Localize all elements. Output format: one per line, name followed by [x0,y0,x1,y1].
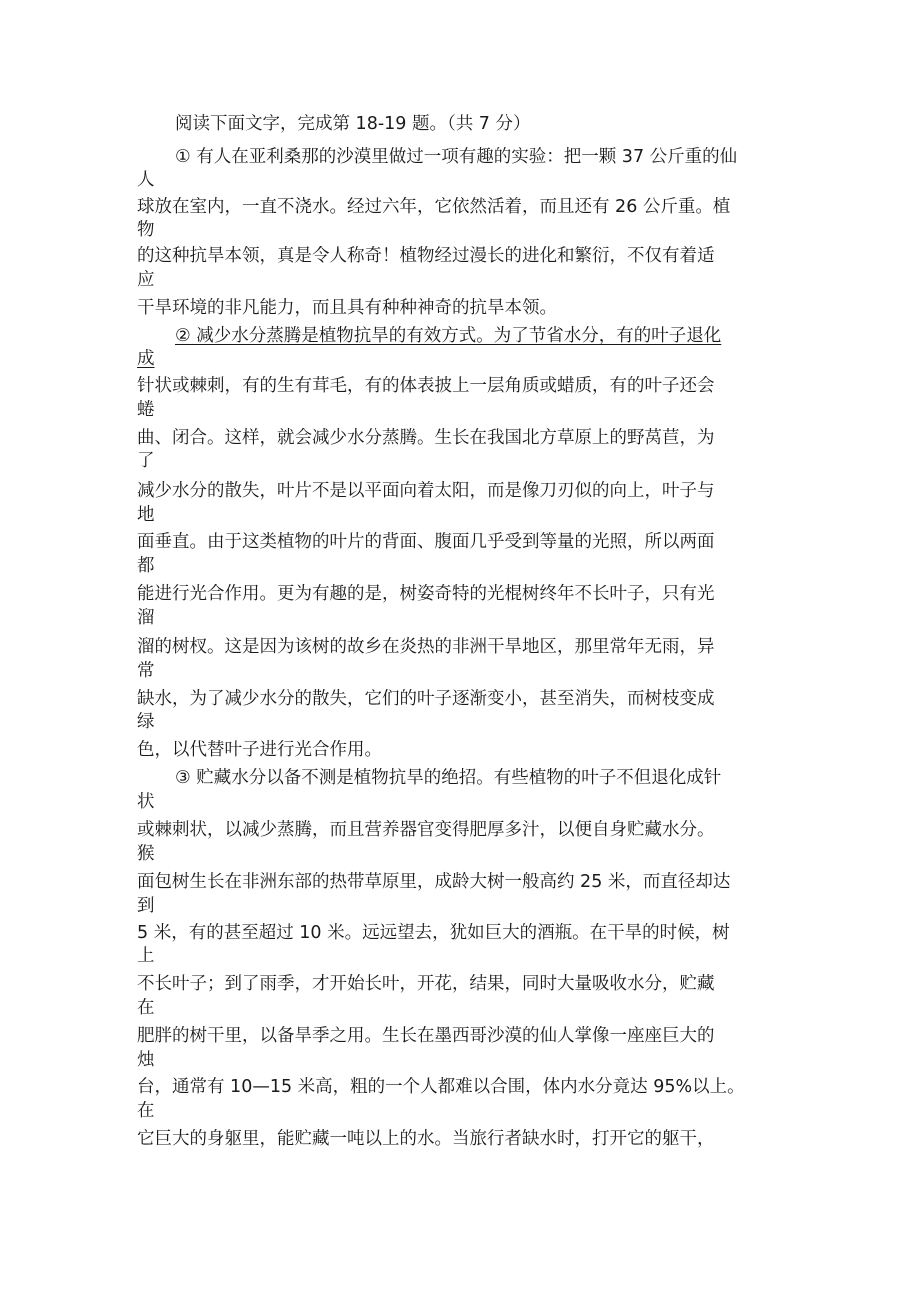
paragraph-2-line: 溜 [137,608,155,628]
paragraph-2-line: 能进行光合作用。更为有趣的是，树姿奇特的光棍树终年不长叶子，只有光 [137,584,715,604]
paragraph-3-line: 上 [137,946,155,966]
paragraph-2-line: 绿 [137,712,155,732]
paragraph-2-line: 了 [137,451,155,471]
paragraph-3-line: 它巨大的身躯里，能贮藏一吨以上的水。当旅行者缺水时，打开它的躯干， [137,1129,715,1149]
paragraph-2-line: 蜷 [137,400,155,420]
paragraph-2-line: 地 [137,505,155,525]
paragraph-3-line: 在 [137,1101,155,1121]
paragraph-1-line: 干旱环境的非凡能力，而且具有种种神奇的抗旱本领。 [137,298,557,318]
paragraph-3-line: 状 [137,792,155,812]
paragraph-2-line: 溜的树杈。这是因为该树的故乡在炎热的非洲干旱地区，那里常年无雨，异 [137,637,715,657]
paragraph-3-line: 到 [137,896,155,916]
paragraph-3-line: 猴 [137,844,155,864]
paragraph-3-line: 肥胖的树干里，以备旱季之用。生长在墨西哥沙漠的仙人掌像一座座巨大的 [137,1026,715,1046]
paragraph-1-line: 物 [137,220,155,240]
paragraph-3-line: 烛 [137,1050,155,1070]
paragraph-2-line: 都 [137,556,155,576]
paragraph-1-line: 应 [137,270,155,290]
paragraph-3-line: 不长叶子；到了雨季，才开始长叶，开花，结果，同时大量吸收水分，贮藏 [137,974,715,994]
paragraph-3-line: 面包树生长在非洲东部的热带草原里，成龄大树一般高约 25 米，而直径却达 [137,872,731,892]
paragraph-1-line: 人 [137,170,155,190]
paragraph-1-line: 球放在室内，一直不浇水。经过六年，它依然活着，而且还有 26 公斤重。植 [137,197,731,217]
paragraph-3-line: 台，通常有 10—15 米高，粗的一个人都难以合围，体内水分竟达 95%以上。 [137,1077,745,1097]
paragraph-1-line: ① 有人在亚利桑那的沙漠里做过一项有趣的实验：把一颗 37 公斤重的仙 [175,147,738,167]
paragraph-3-line: ③ 贮藏水分以备不测是植物抗旱的绝招。有些植物的叶子不但退化成针 [175,768,722,788]
paragraph-2-line: 缺水，为了减少水分的散失，它们的叶子逐渐变小，甚至消失，而树枝变成 [137,689,715,709]
paragraph-3-line: 5 米，有的甚至超过 10 米。远远望去，犹如巨大的酒瓶。在干旱的时候，树 [137,923,730,943]
paragraph-2-line: 针状或棘刺，有的生有茸毛，有的体表披上一层角质或蜡质，有的叶子还会 [137,376,715,396]
paragraph-1-line: 的这种抗旱本领，真是令人称奇！植物经过漫长的进化和繁衍，不仅有着适 [137,246,715,266]
paragraph-2-underlined-line: ② 减少水分蒸腾是植物抗旱的有效方式。为了节省水分，有的叶子退化 [175,326,722,346]
paragraph-2-line: 常 [137,661,155,681]
paragraph-2-line: 面垂直。由于这类植物的叶片的背面、腹面几乎受到等量的光照，所以两面 [137,532,715,552]
instruction-line: 阅读下面文字，完成第 18-19 题。（共 7 分） [175,114,531,134]
paragraph-3-line: 或棘刺状，以减少蒸腾，而且营养器官变得肥厚多汁，以便自身贮藏水分。 [137,820,715,840]
paragraph-2-underlined-line: 成 [137,349,155,369]
paragraph-2-line: 减少水分的散失，叶片不是以平面向着太阳，而是像刀刃似的向上，叶子与 [137,481,715,501]
paragraph-2-line: 曲、闭合。这样，就会减少水分蒸腾。生长在我国北方草原上的野莴苣，为 [137,428,715,448]
paragraph-2-line: 色，以代替叶子进行光合作用。 [137,740,382,760]
paragraph-3-line: 在 [137,998,155,1018]
